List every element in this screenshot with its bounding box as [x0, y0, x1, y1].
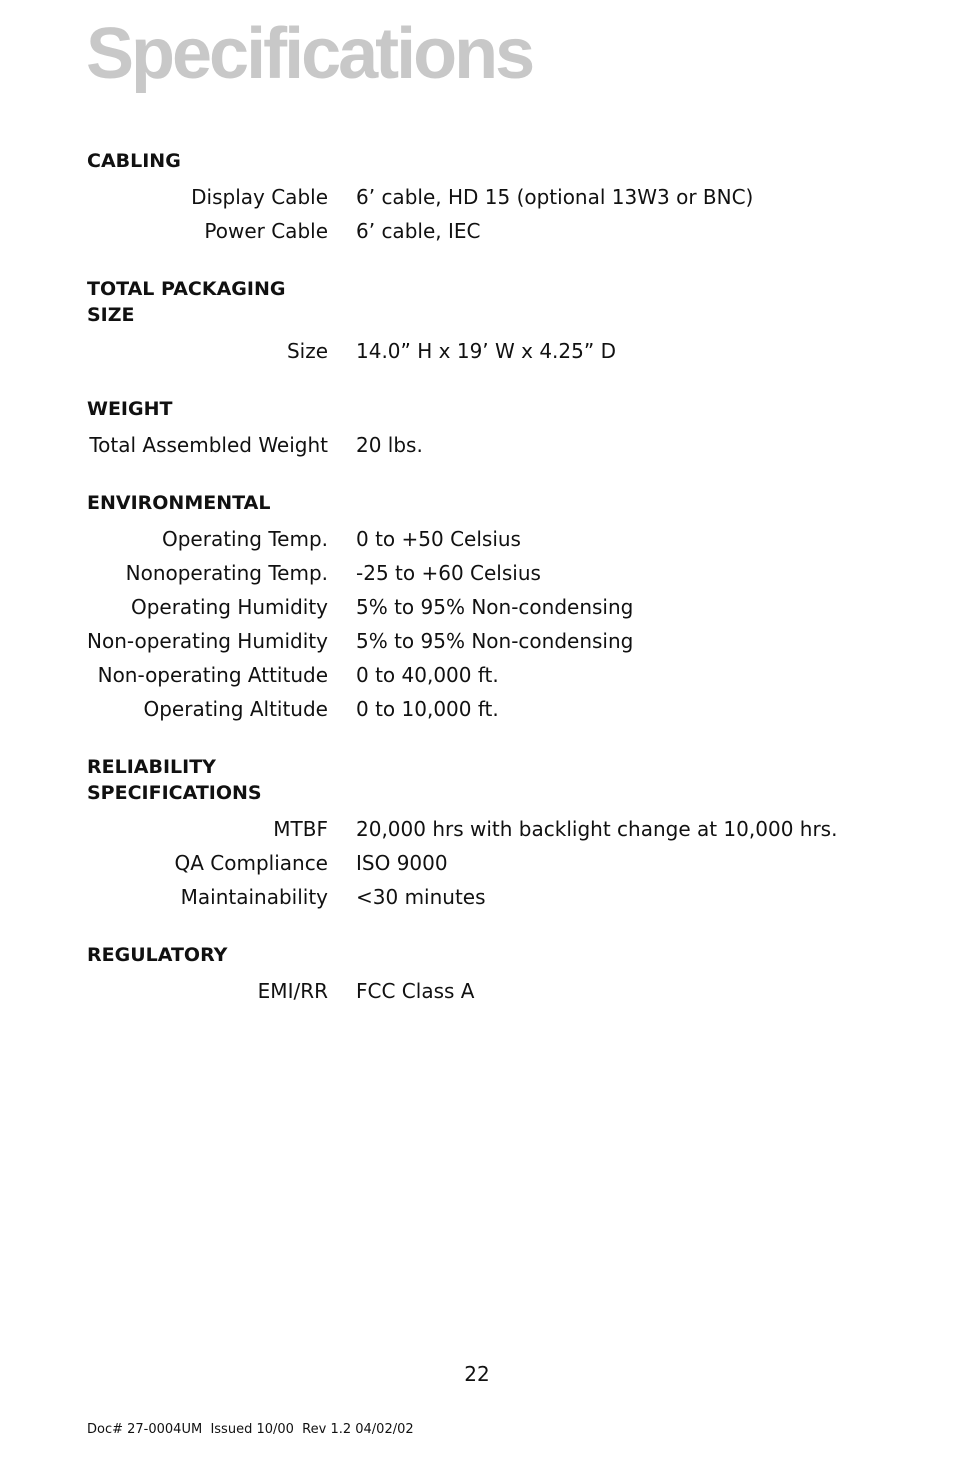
spec-value: <30 minutes: [356, 885, 486, 909]
section-total-packaging-size: [0, 276, 954, 368]
document-footer: Doc# 27-0004UM Issued 10/00 Rev 1.2 04/02/02: [87, 1422, 414, 1437]
spec-value: 5% to 95% Non-condensing: [356, 629, 634, 653]
spec-row: [0, 974, 954, 1008]
spec-value: 14.0” H x 19’ W x 4.25” D: [356, 339, 616, 363]
spec-row: [0, 590, 954, 624]
spec-value: ISO 9000: [356, 851, 448, 875]
spec-row: [0, 522, 954, 556]
spec-row: [0, 428, 954, 462]
spec-value: 20,000 hrs with backlight change at 10,000 hrs.: [356, 817, 838, 841]
section-heading: RELIABILITY SPECIFICATIONS: [87, 756, 262, 804]
spec-row: [0, 214, 954, 248]
spec-label: Total Assembled Weight: [89, 433, 328, 457]
spec-value: 6’ cable, IEC: [356, 219, 481, 243]
spec-row: [0, 880, 954, 914]
spec-row: [0, 846, 954, 880]
spec-row: [0, 692, 954, 726]
section-heading: ENVIRONMENTAL: [87, 492, 271, 514]
spec-label: Non-operating Attitude: [97, 663, 328, 687]
section-heading: TOTAL PACKAGING SIZE: [87, 278, 286, 326]
spec-label: Maintainability: [180, 885, 328, 909]
section-heading: CABLING: [87, 150, 181, 172]
spec-label: MTBF: [273, 817, 328, 841]
specifications-content: [0, 148, 954, 1036]
page-title: Specifications: [86, 14, 533, 94]
spec-label: Power Cable: [204, 219, 328, 243]
spec-row: [0, 556, 954, 590]
spec-label: Operating Altitude: [143, 697, 328, 721]
spec-row: [0, 180, 954, 214]
spec-value: 0 to 10,000 ft.: [356, 697, 499, 721]
spec-value: 5% to 95% Non-condensing: [356, 595, 634, 619]
section-weight: [0, 396, 954, 462]
section-reliability-specifications: [0, 754, 954, 914]
spec-label: Nonoperating Temp.: [125, 561, 328, 585]
spec-label: EMI/RR: [257, 979, 328, 1003]
spec-label: QA Compliance: [174, 851, 328, 875]
spec-value: FCC Class A: [356, 979, 475, 1003]
spec-value: 6’ cable, HD 15 (optional 13W3 or BNC): [356, 185, 754, 209]
spec-label: Operating Temp.: [161, 527, 328, 551]
page-number: 22: [464, 1362, 490, 1386]
spec-value: 0 to +50 Celsius: [356, 527, 521, 551]
spec-label: Display Cable: [191, 185, 328, 209]
spec-label: Non-operating Humidity: [87, 629, 328, 653]
section-heading: REGULATORY: [87, 944, 228, 966]
section-heading: WEIGHT: [87, 398, 173, 420]
spec-row: [0, 334, 954, 368]
spec-label: Operating Humidity: [130, 595, 328, 619]
spec-value: 0 to 40,000 ft.: [356, 663, 499, 687]
section-regulatory: [0, 942, 954, 1008]
spec-row: [0, 624, 954, 658]
spec-label: Size: [286, 339, 328, 363]
spec-value: 20 lbs.: [356, 433, 423, 457]
spec-row: [0, 658, 954, 692]
section-cabling: [0, 148, 954, 248]
spec-value: -25 to +60 Celsius: [356, 561, 541, 585]
section-environmental: [0, 490, 954, 726]
spec-row: [0, 812, 954, 846]
